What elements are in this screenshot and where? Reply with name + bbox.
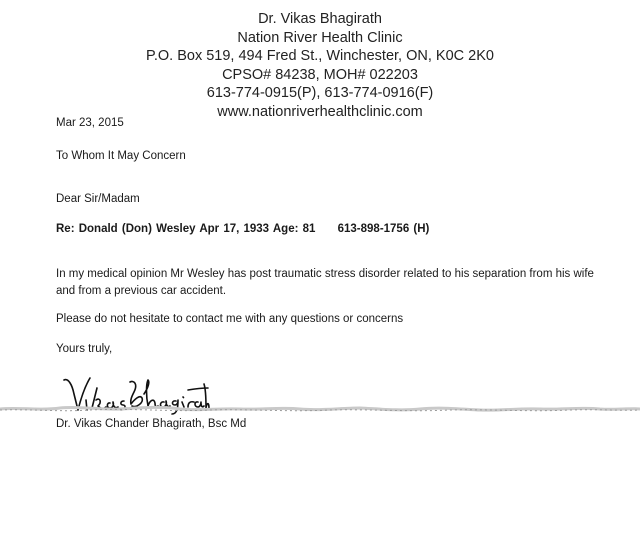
re-age: Age: 81 bbox=[272, 223, 316, 235]
registration-numbers: CPSO# 84238, MOH# 022203 bbox=[222, 66, 418, 83]
signer-name: Dr. Vikas Chander Bhagirath, Bsc Md bbox=[56, 418, 247, 430]
letter-date: Mar 23, 2015 bbox=[56, 117, 124, 129]
re-dob: Apr 17, 1933 bbox=[199, 223, 270, 235]
paper-tear-edge bbox=[0, 400, 640, 418]
re-patient-name: Re: Donald (Don) Wesley bbox=[56, 223, 196, 235]
letterhead bbox=[0, 10, 640, 121]
clinic-name: Nation River Health Clinic bbox=[237, 29, 403, 46]
letter-body: In my medical opinion Mr Wesley has post traumatic stress disorder related to his separation from his wife and from a previous car accident. bbox=[56, 268, 594, 297]
re-line bbox=[56, 223, 429, 235]
closing: Yours truly, bbox=[56, 343, 113, 355]
greeting: Dear Sir/Madam bbox=[56, 193, 140, 205]
clinic-phones: 613-774-0915(P), 613-774-0916(F) bbox=[206, 85, 434, 101]
doctor-name: Dr. Vikas Bhagirath bbox=[258, 11, 382, 27]
clinic-address: P.O. Box 519, 494 Fred St., Winchester, ON, K0C 2K0 bbox=[146, 48, 494, 64]
recipient-line: To Whom It May Concern bbox=[56, 150, 186, 162]
re-phone: 613-898-1756 (H) bbox=[337, 223, 430, 235]
clinic-website: www.nationriverhealthclinic.com bbox=[217, 103, 423, 120]
contact-line: Please do not hesitate to contact me with any questions or concerns bbox=[56, 313, 404, 325]
